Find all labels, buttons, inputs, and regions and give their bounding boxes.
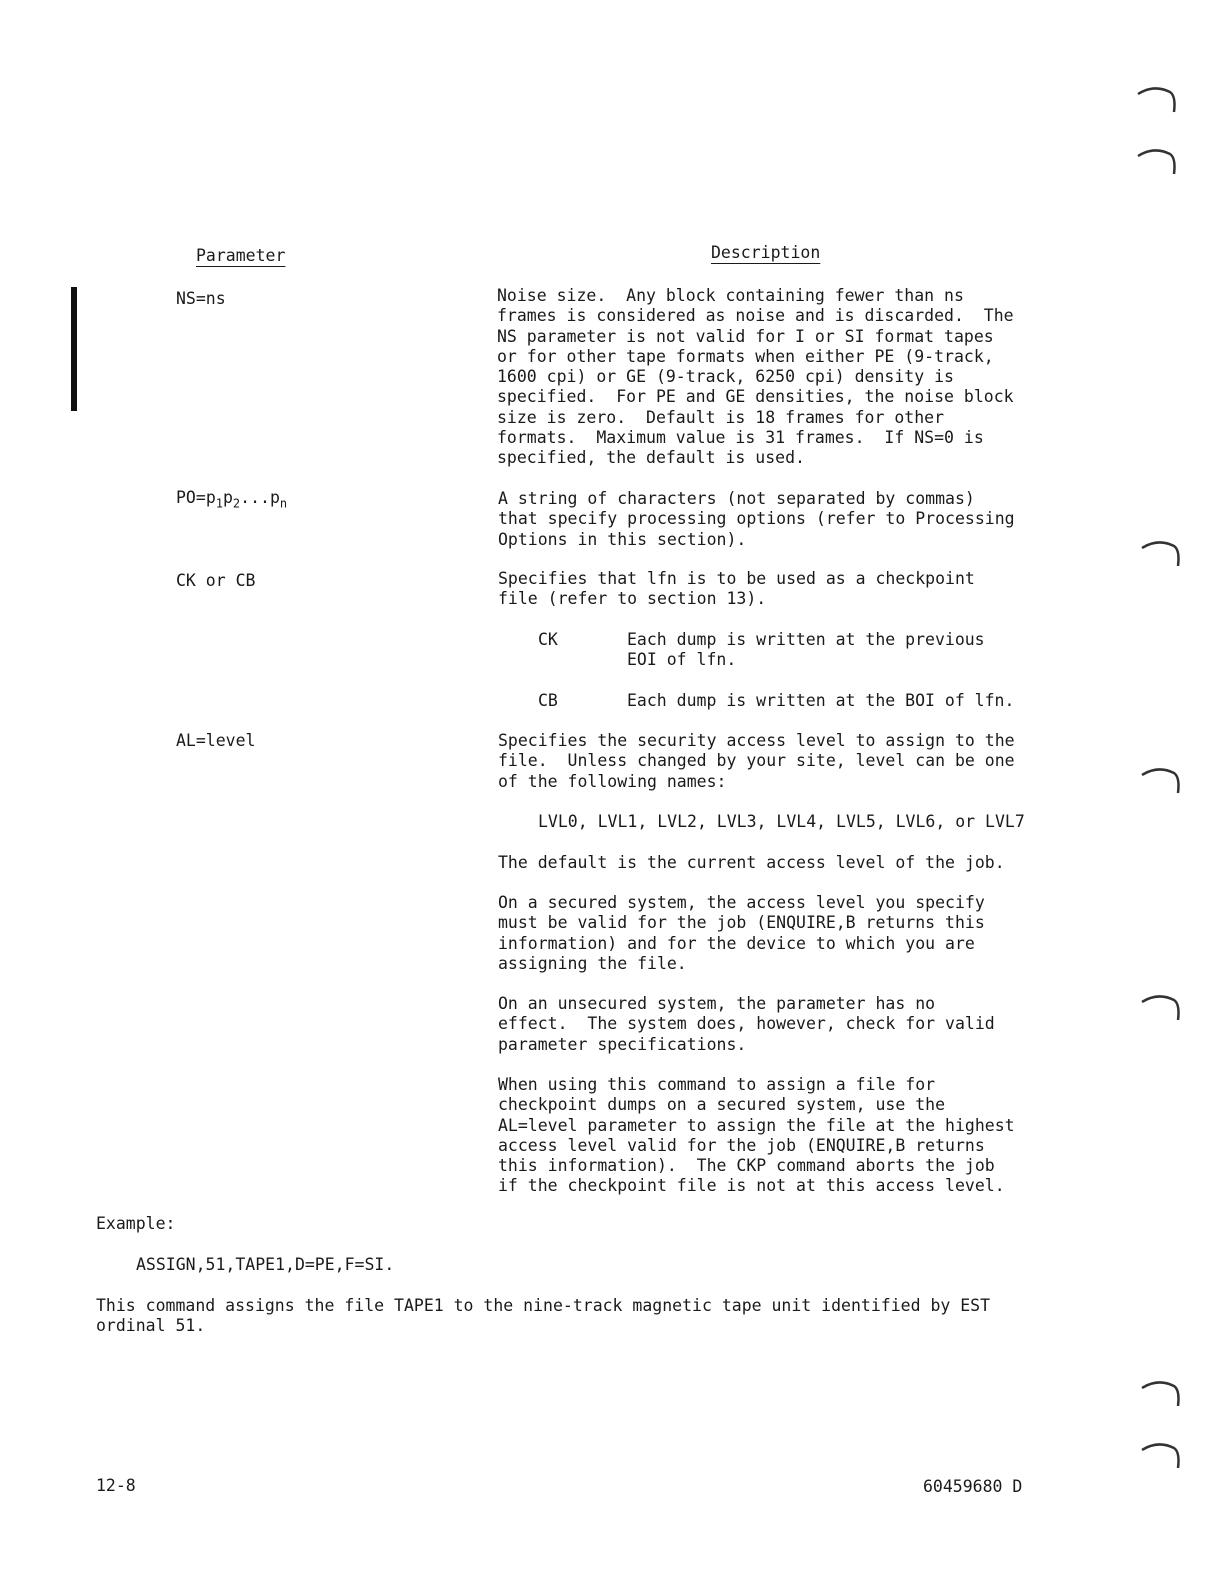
binder-hole-mark xyxy=(1140,992,1186,1022)
option-ck-key: CK xyxy=(538,630,558,649)
example-command: ASSIGN,51,TAPE1,D=PE,F=SI. xyxy=(136,1255,395,1274)
po-dots: ... xyxy=(240,488,270,507)
option-cb-text: Each dump is written at the BOI of lfn. xyxy=(627,691,1015,710)
param-ck-description: Specifies that lfn is to be used as a checkpoint file (refer to section 13). xyxy=(498,569,975,609)
binder-hole-mark xyxy=(1136,84,1182,114)
example-label: Example: xyxy=(96,1214,176,1233)
param-ns-description: Noise size. Any block containing fewer than ns frames is considered as noise and is discarded. The NS parameter is not valid for I or SI format tapes or for other tape formats when either PE (9-track, 1600 cpi) or GE (9-track, 6250 cpi) density is specified. For PE and GE densities, the noise block size is zero. Default is 18 frames for other formats. Maximum value is 31 frames. If NS=0 is specified, the default is used. xyxy=(497,286,1014,468)
binder-hole-mark xyxy=(1140,765,1186,795)
al-checkpoint-note: When using this command to assign a file for checkpoint dumps on a secured system, use the AL=level parameter to assign the file at the highest access level valid for the job (ENQUIRE,B returns this information). The CKP command aborts the job if the checkpoint file is not at this access level. xyxy=(498,1075,1015,1196)
option-cb-key: CB xyxy=(538,691,558,710)
description-column-header: Description xyxy=(711,243,821,262)
parameter-column-header: Parameter xyxy=(196,246,286,265)
change-bar xyxy=(71,287,77,411)
po-prefix: PO= xyxy=(176,488,206,507)
page-number: 12-8 xyxy=(96,1476,136,1495)
binder-hole-mark xyxy=(1136,146,1182,176)
al-default-note: The default is the current access level of the job. xyxy=(498,853,1005,872)
binder-hole-mark xyxy=(1140,538,1186,568)
example-explanation: This command assigns the file TAPE1 to the nine-track magnetic tape unit identified by EST ordinal 51. xyxy=(96,1296,991,1336)
param-al-description: Specifies the security access level to assign to the file. Unless changed by your site, level can be one of the following names: xyxy=(498,731,1015,791)
binder-hole-mark xyxy=(1140,1378,1186,1408)
param-al-name: AL=level xyxy=(176,731,256,750)
access-level-list: LVL0, LVL1, LVL2, LVL3, LVL4, LVL5, LVL6, or LVL7 xyxy=(538,812,1025,831)
param-po-name xyxy=(176,488,287,514)
param-ns-name: NS=ns xyxy=(176,289,226,308)
param-po-description: A string of characters (not separated by commas) that specify processing options (refer to Processing Options in this section). xyxy=(498,489,1015,549)
option-ck-text: Each dump is written at the previous EOI of lfn. xyxy=(627,630,985,670)
po-sub1: 1 xyxy=(215,496,223,511)
param-ck-name: CK or CB xyxy=(176,571,256,590)
po-subn: n xyxy=(279,496,288,511)
po-p1: p xyxy=(205,488,216,507)
binder-hole-mark xyxy=(1140,1440,1186,1470)
document-number: 60459680 D xyxy=(923,1477,1023,1496)
po-p2: p xyxy=(222,488,233,507)
al-unsecured-note: On an unsecured system, the parameter has no effect. The system does, however, check for valid parameter specifications. xyxy=(498,994,995,1054)
po-pn: p xyxy=(269,488,280,507)
al-secured-note: On a secured system, the access level you specify must be valid for the job (ENQUIRE,B returns this information) and for the device to which you are assigning the file. xyxy=(498,893,985,973)
po-sub2: 2 xyxy=(232,496,241,511)
